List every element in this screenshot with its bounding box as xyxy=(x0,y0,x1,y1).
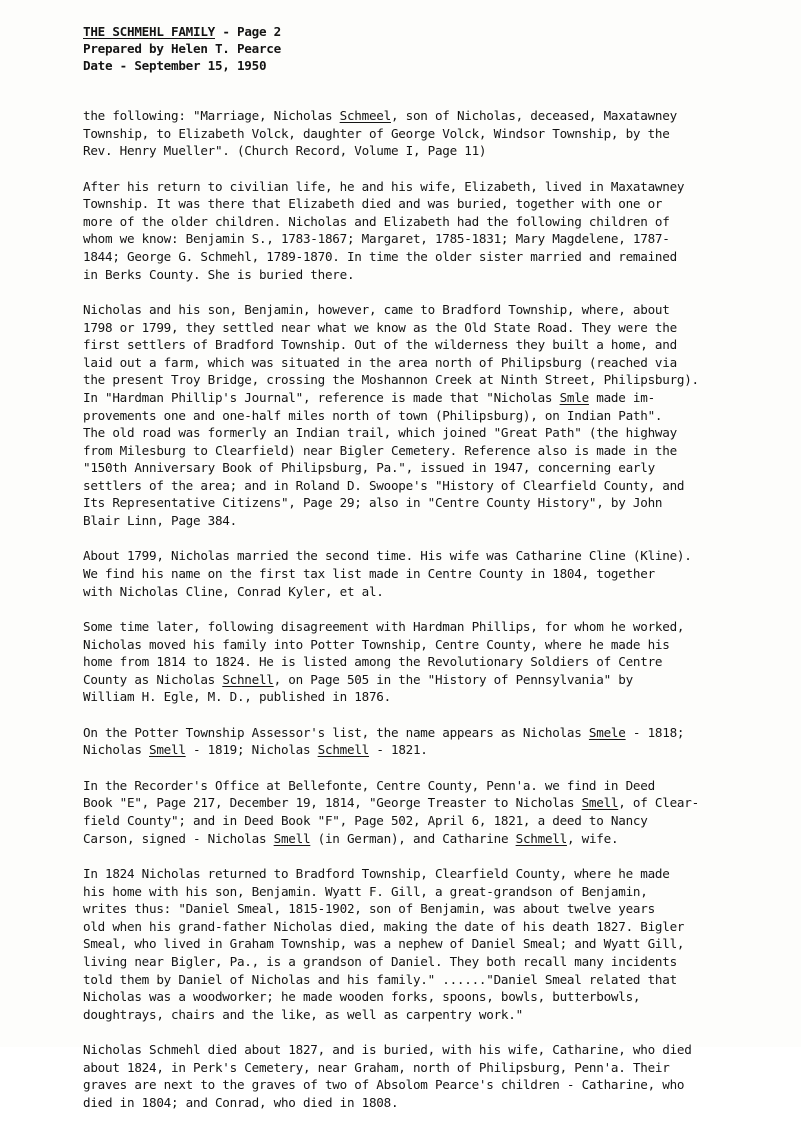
text-line xyxy=(83,178,778,196)
text-line xyxy=(83,459,778,477)
text-segment: laid out a farm, which was situated in the area north of Philipsburg (reached via xyxy=(83,354,677,370)
text-segment: Nicholas was a woodworker; he made wooden forks, spoons, bowls, butterbowls, xyxy=(83,989,641,1005)
text-segment: In the Recorder's Office at Bellefonte, Centre County, Penn'a. we find in Deed xyxy=(83,777,655,793)
text-segment: , on Page 505 in the "History of Pennsylvania" by xyxy=(273,671,633,687)
text-segment: living near Bigler, Pa., is a grandson of Daniel. They both recall many incidents xyxy=(83,953,677,969)
text-line xyxy=(83,125,778,143)
text-segment: died in 1804; and Conrad, who died in 1808. xyxy=(83,1094,399,1110)
text-segment: doughtrays, chairs and the like, as well as carpentry work." xyxy=(83,1006,523,1022)
text-line xyxy=(83,442,778,460)
text-line xyxy=(83,336,778,354)
text-line xyxy=(83,565,778,583)
text-segment: Township, to Elizabeth Volck, daughter of George Volck, Windsor Township, by the xyxy=(83,125,670,141)
text-line xyxy=(83,494,778,512)
text-line xyxy=(83,935,778,953)
text-line xyxy=(83,671,778,689)
text-segment: whom we know: Benjamin S., 1783-1867; Margaret, 1785-1831; Mary Magdelene, 1787- xyxy=(83,231,670,247)
text-line xyxy=(83,618,778,636)
text-segment: Nicholas moved his family into Potter Township, Centre County, where he made his xyxy=(83,636,670,652)
paragraph xyxy=(83,1041,778,1111)
text-line xyxy=(83,547,778,565)
text-line xyxy=(83,583,778,601)
text-line xyxy=(83,389,778,407)
text-segment: Nicholas xyxy=(83,742,149,758)
header-page-number: - Page 2 xyxy=(214,24,281,39)
header-title-line xyxy=(83,23,281,40)
text-line xyxy=(83,371,778,389)
header-title: THE SCHMEHL FAMILY xyxy=(83,24,215,39)
text-line xyxy=(83,1041,778,1059)
underlined-name: Smell xyxy=(149,742,186,758)
text-line xyxy=(83,812,778,830)
text-segment: Nicholas Schmehl died about 1827, and is buried, with his wife, Catharine, who died xyxy=(83,1042,692,1058)
underlined-name: Schmeel xyxy=(339,108,391,123)
text-segment: Book "E", Page 217, December 19, 1814, "George Treaster to Nicholas xyxy=(83,795,582,811)
text-segment: , son of Nicholas, deceased, Maxatawney xyxy=(390,108,677,123)
text-line xyxy=(83,688,778,706)
text-segment: In "Hardman Phillip's Journal", reference is made that "Nicholas xyxy=(83,389,560,405)
text-line xyxy=(83,1076,778,1094)
document-body xyxy=(83,107,778,1129)
text-line xyxy=(83,865,778,883)
text-segment: We find his name on the first tax list made in Centre County in 1804, together xyxy=(83,566,655,582)
text-segment: in Berks County. She is buried there. xyxy=(83,266,355,282)
text-line xyxy=(83,512,778,530)
text-line xyxy=(83,953,778,971)
text-line xyxy=(83,319,778,337)
paragraph xyxy=(83,865,778,1023)
text-segment: In 1824 Nicholas returned to Bradford Township, Clearfield County, where he made xyxy=(83,865,670,881)
header-date: Date - September 15, 1950 xyxy=(83,58,267,73)
text-line xyxy=(83,266,778,284)
text-segment: - 1818; xyxy=(625,724,685,740)
text-line xyxy=(83,230,778,248)
text-line xyxy=(83,794,778,812)
text-segment: made im- xyxy=(588,389,655,405)
text-segment: from Milesburg to Clearfield) near Bigler Cemetery. Reference also is made in the xyxy=(83,442,677,458)
text-segment: About 1799, Nicholas married the second time. His wife was Catharine Cline (Kline). xyxy=(83,548,692,564)
text-segment: writes thus: "Daniel Smeal, 1815-1902, son of Benjamin, was about twelve years xyxy=(83,901,655,917)
text-segment: , wife. xyxy=(566,830,619,846)
header-prepared-by: Prepared by Helen T. Pearce xyxy=(83,41,281,56)
paragraph xyxy=(83,107,778,160)
text-segment: first settlers of Bradford Township. Out of the wilderness they built a home, and xyxy=(83,337,677,353)
underlined-name: Smle xyxy=(559,389,589,405)
underlined-name: Smell xyxy=(581,795,619,811)
text-segment: Its Representative Citizens", Page 29; also in "Centre County History", by John xyxy=(83,495,663,511)
text-line xyxy=(83,900,778,918)
text-segment: graves are next to the graves of two of Absolom Pearce's children - Catharine, who xyxy=(83,1077,685,1093)
text-segment: 1844; George G. Schmehl, 1789-1870. In time the older sister married and remained xyxy=(83,248,677,264)
underlined-name: Schmell xyxy=(515,830,567,846)
paragraph xyxy=(83,301,778,530)
text-line xyxy=(83,724,778,742)
paragraph xyxy=(83,547,778,600)
text-segment: his home with his son, Benjamin. Wyatt F. Gill, a great-grandson of Benjamin, xyxy=(83,883,648,899)
text-segment: - 1819; Nicholas xyxy=(185,742,318,758)
text-line xyxy=(83,477,778,495)
text-line xyxy=(83,918,778,936)
text-segment: William H. Egle, M. D., published in 1876. xyxy=(83,689,391,705)
text-segment: the present Troy Bridge, crossing the Moshannon Creek at Ninth Street, Philipsburg). xyxy=(83,372,699,388)
text-segment: Smeal, who lived in Graham Township, was a nephew of Daniel Smeal; and Wyatt Gill, xyxy=(83,936,685,952)
text-line xyxy=(83,777,778,795)
text-line xyxy=(83,213,778,231)
text-segment: - 1821. xyxy=(368,742,428,758)
text-segment: more of the older children. Nicholas and Elizabeth had the following children of xyxy=(83,213,670,229)
text-segment: the following: "Marriage, Nicholas xyxy=(83,108,340,123)
text-segment: Township. It was there that Elizabeth died and was buried, together with one or xyxy=(83,196,663,212)
text-line xyxy=(83,248,778,266)
text-segment: "150th Anniversary Book of Philipsburg, Pa.", issued in 1947, concerning early xyxy=(83,460,655,476)
text-line xyxy=(83,883,778,901)
text-segment: Some time later, following disagreement with Hardman Phillips, for whom he worked, xyxy=(83,619,685,635)
paragraph xyxy=(83,178,778,284)
text-line xyxy=(83,741,778,759)
text-segment: Nicholas and his son, Benjamin, however, came to Bradford Township, where, about xyxy=(83,301,670,317)
text-segment: field County"; and in Deed Book "F", Page 502, April 6, 1821, a deed to Nancy xyxy=(83,812,648,828)
text-line xyxy=(83,195,778,213)
text-segment: Rev. Henry Mueller". (Church Record, Volume I, Page 11) xyxy=(83,143,487,159)
text-line xyxy=(83,142,778,160)
text-line xyxy=(83,1006,778,1024)
text-segment: about 1824, in Perk's Cemetery, near Graham, north of Philipsburg, Penn'a. Their xyxy=(83,1059,670,1075)
text-segment: After his return to civilian life, he and his wife, Elizabeth, lived in Maxatawney xyxy=(83,178,685,194)
text-line xyxy=(83,107,778,125)
text-segment: settlers of the area; and in Roland D. Swoope's "History of Clearfield County, and xyxy=(83,477,685,493)
paragraph xyxy=(83,777,778,847)
text-line xyxy=(83,1059,778,1077)
text-segment: old when his grand-father Nicholas died, making the date of his death 1827. Bigler xyxy=(83,918,685,934)
text-segment: 1798 or 1799, they settled near what we know as the Old State Road. They were the xyxy=(83,319,677,335)
text-line xyxy=(83,988,778,1006)
text-line xyxy=(83,354,778,372)
paragraph xyxy=(83,724,778,759)
underlined-name: Schmell xyxy=(317,742,369,758)
text-segment: (in German), and Catharine xyxy=(310,830,516,846)
text-segment: with Nicholas Cline, Conrad Kyler, et al. xyxy=(83,583,384,599)
text-segment: , of Clear- xyxy=(618,795,699,811)
text-segment: Carson, signed - Nicholas xyxy=(83,830,274,846)
text-line xyxy=(83,1094,778,1112)
text-segment: County as Nicholas xyxy=(83,671,223,687)
text-line xyxy=(83,971,778,989)
underlined-name: Schnell xyxy=(222,671,274,687)
document-header xyxy=(83,23,281,74)
text-line xyxy=(83,424,778,442)
text-segment: On the Potter Township Assessor's list, the name appears as Nicholas xyxy=(83,724,589,740)
text-line xyxy=(83,653,778,671)
text-line xyxy=(83,636,778,654)
text-segment: told them by Daniel of Nicholas and his family." ......"Daniel Smeal related that xyxy=(83,971,677,987)
text-segment: home from 1814 to 1824. He is listed among the Revolutionary Soldiers of Centre xyxy=(83,654,663,670)
text-segment: Blair Linn, Page 384. xyxy=(83,513,237,529)
underlined-name: Smele xyxy=(588,724,626,740)
underlined-name: Smell xyxy=(273,830,311,846)
text-segment: provements one and one-half miles north of town (Philipsburg), on Indian Path". xyxy=(83,407,663,423)
text-segment: The old road was formerly an Indian trail, which joined "Great Path" (the highway xyxy=(83,425,677,441)
text-line xyxy=(83,830,778,848)
text-line xyxy=(83,301,778,319)
text-line xyxy=(83,407,778,425)
paragraph xyxy=(83,618,778,706)
